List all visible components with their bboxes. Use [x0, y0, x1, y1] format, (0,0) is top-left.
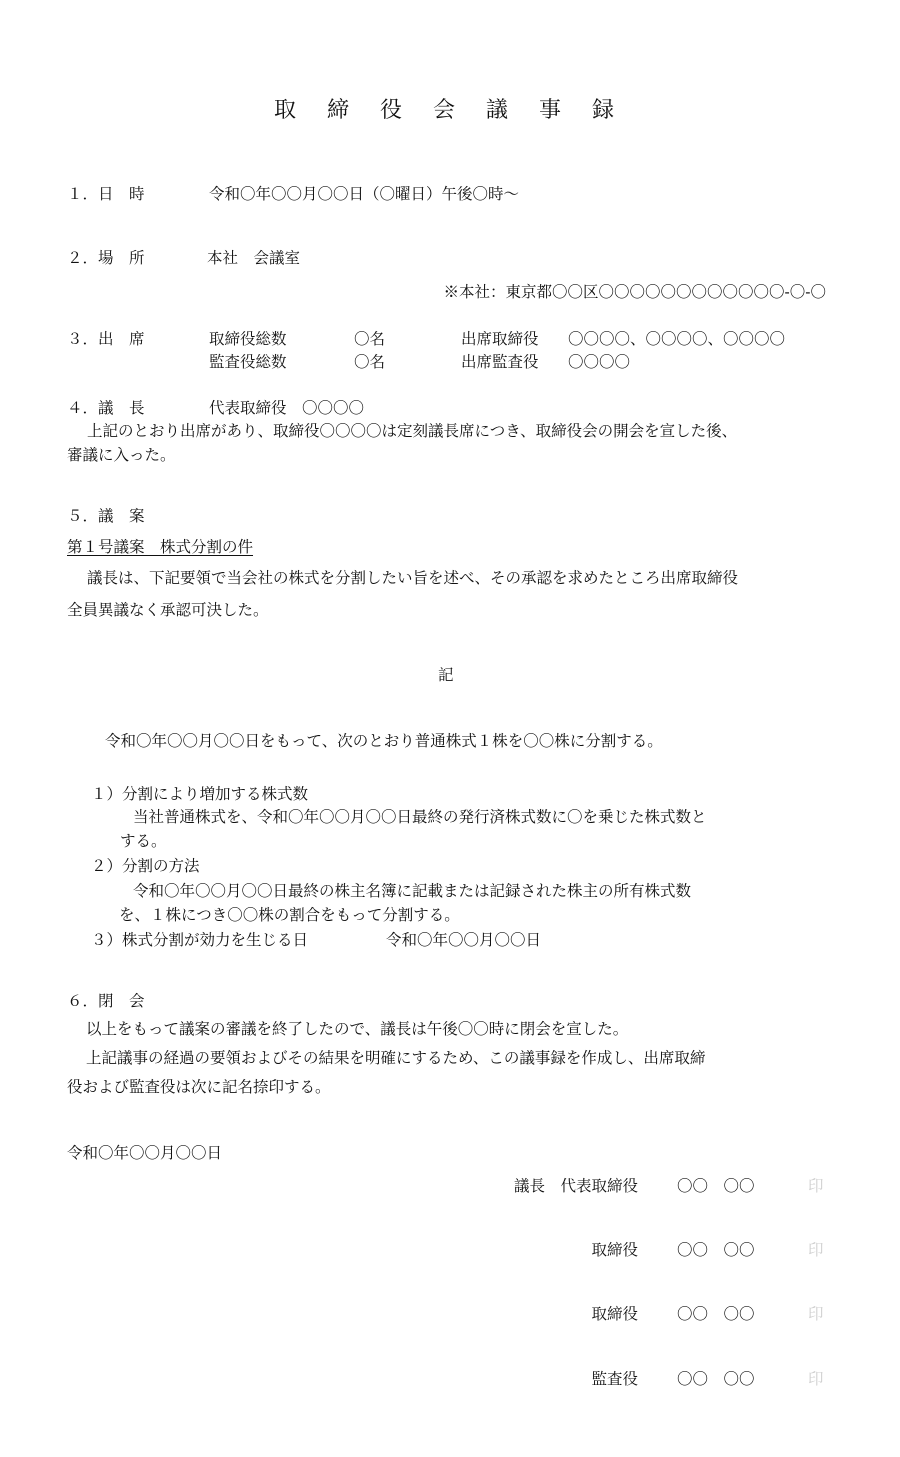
- signature-role: 議長 代表取締役: [513, 1177, 638, 1195]
- section-6-label: ６．閉 会: [67, 992, 145, 1010]
- section-3-label: ３．出 席: [67, 330, 145, 348]
- split-statement: 令和〇年〇〇月〇〇日をもって、次のとおり普通株式１株を〇〇株に分割する。: [105, 732, 663, 750]
- document-date: 令和〇年〇〇月〇〇日: [67, 1144, 223, 1162]
- chairperson: 代表取締役 〇〇〇〇: [209, 399, 365, 417]
- attending-auditors-label: 出席監査役: [461, 353, 539, 371]
- head-office-address: ※本社：東京都〇〇区〇〇〇〇〇〇〇〇〇〇〇〇-〇-〇: [443, 283, 826, 301]
- agenda-paragraph-line1: 議長は、下記要領で当会社の株式を分割したい旨を述べ、その承認を求めたところ出席取締役: [87, 569, 739, 587]
- signature-role: 取締役: [591, 1241, 638, 1259]
- item-1-line1: 当社普通株式を、令和〇年〇〇月〇〇日最終の発行済株式数に〇を乗じた株式数と: [133, 808, 707, 826]
- section-2-label: ２．場 所: [67, 249, 145, 267]
- section-5-label: ５．議 案: [67, 507, 145, 525]
- attending-directors-label: 出席取締役: [461, 330, 539, 348]
- closing-line2: 上記議事の経過の要領およびその結果を明確にするため、この議事録を作成し、出席取締: [86, 1049, 706, 1067]
- agenda-1-title: 第１号議案 株式分割の件: [67, 538, 254, 556]
- agenda-paragraph-line2: 全員異議なく承認可決した。: [67, 601, 269, 619]
- directors-total-label: 取締役総数: [209, 330, 287, 348]
- item-2-line2: を、１株につき〇〇株の割合をもって分割する。: [119, 906, 460, 924]
- seal-mark: 印: [808, 1305, 824, 1323]
- item-2-line1: 令和〇年〇〇月〇〇日最終の株主名簿に記載または記録された株主の所有株式数: [133, 882, 692, 900]
- attending-directors: 〇〇〇〇、〇〇〇〇、〇〇〇〇: [568, 330, 786, 348]
- document-title: 取 締 役 会 議 事 録: [274, 98, 626, 123]
- closing-line1: 以上をもって議案の審議を終了したので、議長は午後〇〇時に閉会を宣した。: [86, 1020, 629, 1038]
- meeting-place: 本社 会議室: [207, 249, 301, 267]
- item-1-title: １）分割により増加する株式数: [91, 785, 309, 803]
- item-3-title: ３）株式分割が効力を生じる日: [91, 931, 309, 949]
- signature-name: 〇〇 〇〇: [677, 1241, 755, 1259]
- section-4-label: ４．議 長: [67, 399, 145, 417]
- signature-name: 〇〇 〇〇: [677, 1177, 755, 1195]
- seal-mark: 印: [808, 1241, 824, 1259]
- meeting-datetime: 令和〇年〇〇月〇〇日（〇曜日）午後〇時～: [209, 185, 520, 203]
- closing-line3: 役および監査役は次に記名捺印する。: [67, 1078, 331, 1096]
- directors-total-count: 〇名: [354, 330, 386, 348]
- item-2-title: ２）分割の方法: [91, 857, 200, 875]
- signature-name: 〇〇 〇〇: [677, 1370, 755, 1388]
- auditors-total-label: 監査役総数: [209, 353, 287, 371]
- seal-mark: 印: [808, 1177, 824, 1195]
- section-1-label: １．日 時: [67, 185, 145, 203]
- auditors-total-count: 〇名: [354, 353, 386, 371]
- signature-role: 監査役: [591, 1370, 638, 1388]
- attending-auditors: 〇〇〇〇: [568, 353, 631, 371]
- ki-heading: 記: [438, 666, 454, 684]
- seal-mark: 印: [808, 1370, 824, 1388]
- opening-paragraph-line2: 審議に入った。: [67, 446, 176, 464]
- item-1-line2: する。: [120, 832, 167, 850]
- item-3-date: 令和〇年〇〇月〇〇日: [386, 931, 542, 949]
- signature-name: 〇〇 〇〇: [677, 1305, 755, 1323]
- opening-paragraph-line1: 上記のとおり出席があり、取締役〇〇〇〇は定刻議長席につき、取締役会の開会を宣した後、: [87, 422, 738, 440]
- signature-role: 取締役: [591, 1305, 638, 1323]
